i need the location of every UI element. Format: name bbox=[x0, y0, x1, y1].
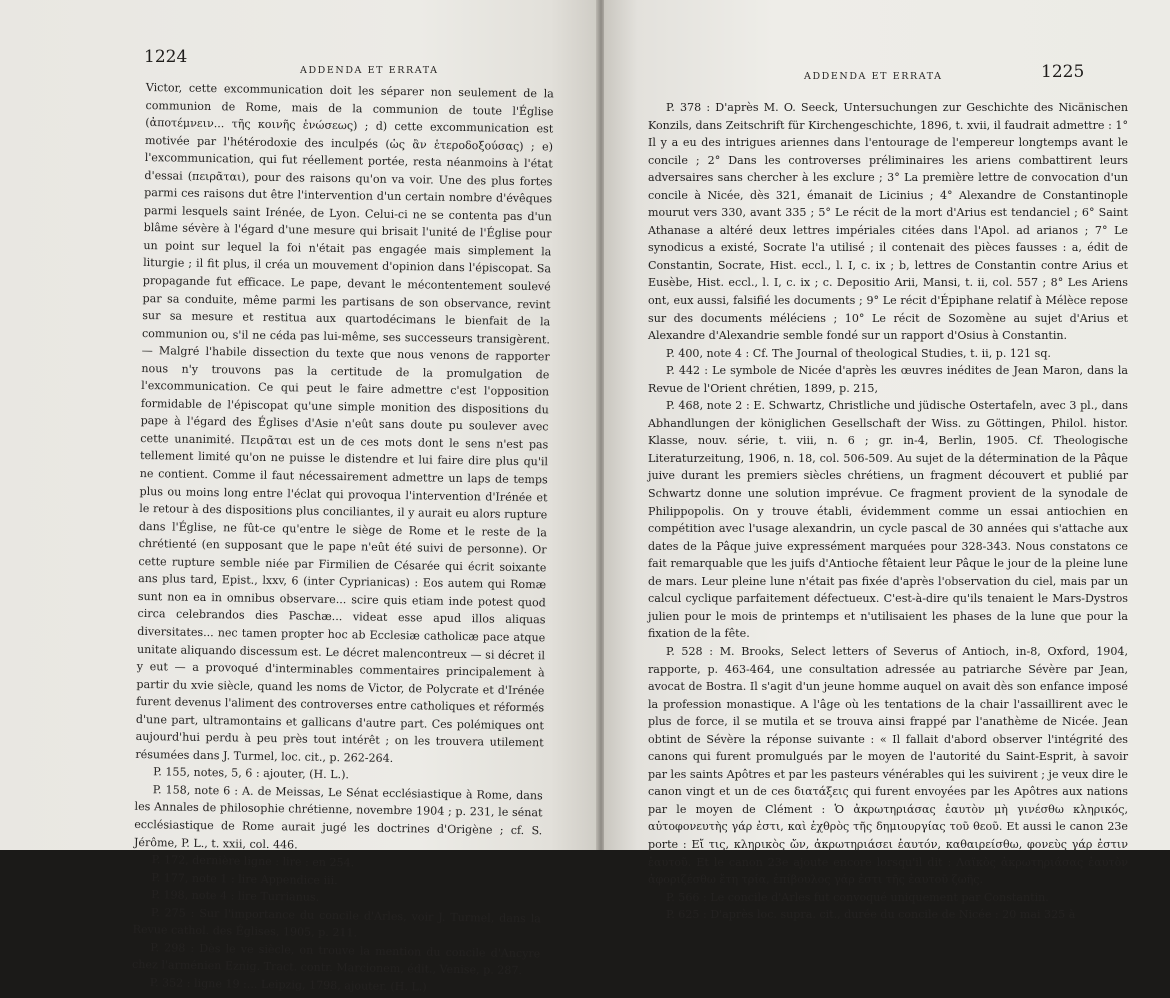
paragraph: P. 442 : Le symbole de Nicée d'après les œuvres inédites de Jean Maron, dans la Revue de l'Orient chrétien, 1899, p. 215, bbox=[648, 364, 1128, 395]
paragraph: P. 155, notes, 5, 6 : ajouter, (H. L.). bbox=[153, 765, 350, 782]
paragraph: P. 625 : D'après loc. supra. cit., durée du concile de Nicée : 20 mai 325 à bbox=[666, 908, 1076, 922]
running-head: ADDENDA ET ERRATA bbox=[804, 71, 943, 82]
paragraph: P. 378 : D'après M. O. Seeck, Untersuchungen zur Geschichte des Nicänischen Konzils, dans Zeitschrift für Kirchengeschichte, 1896, t. xvii, il faudrait admettre : 1° Il y a eu des intrigues ariennes dans l'entourage de l'empereur longtemps avant le concile ; 2° Dans les controverses préliminaires les ariens combattirent leurs adversaires sans chercher à les exclure ; 3° La première lettre de convocation d'un concile à Nicée, dès 321, émanait de Licinius ; 4° Alexandre de Constantinople mourut vers 330, avant 335 ; 5° Le récit de la mort d'Arius est tendanciel ; 6° Saint Athanase a altéré deux lettres impériales citées dans l'Apol. ad arianos ; 7° Le synodicus a existé, Socrate l'a utilisé ; il contenait des pièces fausses : a, édit de Constantin, Socrate, Hist. eccl., l. I, c. ix ; b, lettres de Constantin contre Arius et Eusèbe, Hist. eccl., l. I, c. ix ; c. Depositio Arii, Mansi, t. ii, col. 557 ; 8° Les Ariens ont, eux aussi, falsifié les documents ; 9° Le récit d'Épiphane relatif à Mélèce repose sur des documents méléciens ; 10° Le récit de Sozomène au sujet d'Arius et Alexandre d'Alexandrie semble fondé sur un rapport d'Osius à Constantin. bbox=[648, 101, 1128, 343]
right-page bbox=[604, 0, 1170, 922]
paragraph: P. 158, note 6 : A. de Meissas, Le Sénat ecclésiastique à Rome, dans les Annales de philosophie chrétienne, novembre 1904 ; p. 231, le sénat ecclésiastique de Rome aurait jugé les doctrines d'Origène ; cf. S. Jérôme, P. L., t. xxii, col. 446. bbox=[133, 783, 543, 851]
paragraph: P. 400, note 4 : Cf. The Journal of theological Studies, t. ii, p. 121 sq. bbox=[666, 346, 1051, 360]
paragraph: P. 352 : ligne 19 :... Leipzig, 1798, ajouter. (H. L.) bbox=[149, 976, 427, 994]
page-body bbox=[648, 99, 1128, 924]
page-number: 1225 bbox=[1041, 62, 1085, 82]
paragraph: P. 172, dernière ligne : lire : en 254. bbox=[151, 853, 355, 870]
paragraph: P. 528 : M. Brooks, Select letters of Severus of Antioch, in-8, Oxford, 1904, rapporte, p. 463-464, une consultation adressée au patriarche Sévère par Jean, avocat de Bostra. Il s'agit d'un jeune homme auquel on avait dès son enfance imposé la profession monastique. A l'âge où les tentations de la chair l'assaillirent avec le plus de force, il se mutila et se trouva ainsi frappé par l'anathème de Nicée. Jean obtint de Sévère la réponse suivante : « Il fallait d'abord observer l'intégrité des canons qui furent promulgués par le moyen de l'autorité du Saint-Esprit, à savoir par les saints Apôtres et par les pasteurs vénérables qui les suivirent ; je veux dire le canon vingt et un de ces διατάξεις qui furent envoyées par les Apôtres aux nations par le moyen de Clément : Ὁ ἀκρωτηριάσας ἑαυτὸν μὴ γινέσθω κληρικός, αὐτοφονευτὴς γάρ ἐστι, καὶ ἐχθρὸς τῆς δημιουργίας τοῦ θεοῦ. Et aussi le canon 23e porte : Εἴ τις, κληρικὸς ὤν, ἀκρωτηριάσει ἑαυτόν, καθαιρείσθω, φονεὺς γάρ ἐστιν ἑαυτοῦ. Et le canon 23e ajoute encore lorsqu'il dit : Λαϊκὸς ἀκρωτηριάσας ἑαυτὸν ἀφοριζέσθω ἔτη τρία, ἐπίβουλος γάρ ἐστι τῆς ἑαυτοῦ ζωῆς. bbox=[648, 644, 1128, 887]
paragraph: P. 566 : Le concile d'Arles fut convoqué uniquement par Constantin. bbox=[666, 890, 1049, 904]
paragraph: P. 198, note 4 : lire Turrianus. bbox=[151, 888, 320, 904]
running-head: ADDENDA ET ERRATA bbox=[300, 65, 439, 76]
page-body bbox=[132, 79, 554, 998]
paragraph: P. 177, note 1 : lire Appendice iii. bbox=[151, 870, 338, 887]
paragraph: P. 468, note 2 : E. Schwartz, Christliche und jüdische Ostertafeln, avec 3 pl., dans Abhandlungen der königlichen Gesellschaft der Wiss. zu Göttingen, Philol. histor. Klasse, nouv. série, t. viii, n. 6 ; gr. in-4, Berlin, 1905. Cf. Theologische Literaturzeitung, 1906, n. 18, col. 506-509. Au sujet de la détermination de la Pâque juive durant les premiers siècles chrétiens, un fragment découvert et publié par Schwartz donne une solution imprévue. Ce fragment provient de la synodale de Philippopolis. On y trouve établi, évidemment comme un essai antiochien en compétition avec l'usage alexandrin, un cycle pascal de 30 années qui s'attache aux dates de la Pâque juive expressément marquées pour 328-343. Nous constatons ce fait remarquable que les juifs d'Antioche fêtaient leur Pâque le jour de la pleine lune de mars. Leur pleine lune n'était pas fixée d'après l'observation du ciel, mais par un calcul cyclique parfaitement défectueux. C'est-à-dire qu'ils tenaient le Mars-Dystros julien pour le mois de printemps et n'utilisaient les phases de la lune que pour la fixation de la fête. bbox=[648, 399, 1128, 641]
paragraph: P. 275 : Sur l'importance du concile d'Arles, voir J. Turmel, dans la Revue cathol. des Églises, 1905, p. 211. bbox=[132, 905, 541, 940]
paragraph: Victor, cette excommunication doit les séparer non seulement de la communion de Rome, mais de la communion de toute l'Église (ἀποτέμνειν... τῆς κοινῆς ἑνώσεως) ; d) cette excommunication est motivée par l'hétérodoxie des inculpés (ὡς ἂν ἑτεροδοξούσας) ; e) l'excommunication, qui fut réellement portée, resta néanmoins à l'état d'essai (πειρᾶται), pour des raisons qu'on va voir. Une des plus fortes parmi ces raisons dut être l'intervention d'un certain nombre d'évêques parmi lesquels saint Irénée, de Lyon. Celui-ci ne se contenta pas d'un blâme sévère à l'égard d'une mesure qui brisait l'unité de l'Église pour un point sur lequel la foi n'était pas engagée mais simplement la liturgie ; il fit plus, il créa un mouvement d'opinion dans l'épiscopat. Sa propagande fut efficace. Le pape, devant le mécontentement soulevé par sa conduite, même parmi les partisans de son observance, revint sur sa mesure et restitua aux quartodécimans le bienfait de la communion ou, s'il ne céda pas lui-même, ses successeurs transigèrent. — Malgré l'habile dissection du texte que nous venons de rapporter nous n'y trouvons pas la certitude de la promulgation de l'excommunication. Ce qui peut le faire admettre c'est l'opposition formidable de l'épiscopat qu'une simple monition des dispositions du pape à l'égard des Églises d'Asie n'eût sans doute pu soulever avec cette unanimité. Πειρᾶται est un de ces mots dont le sens n'est pas tellement limité qu'on ne puisse le distendre et lui faire dire plus qu'il ne contient. Comme il faut nécessairement admettre un laps de temps plus ou moins long entre l'éclat qui provoqua l'intervention d'Irénée et le retour à des dispositions plus conciliantes, il y aurait eu alors rupture dans l'Église, ne fût-ce qu'entre le siège de Rome et le reste de la chrétienté (en supposant que le pape n'eût été suivi de personne). Or cette rupture semble niée par Firmilien de Césarée qui écrit soixante ans plus tard, Epist., lxxv, 6 (inter Cyprianicas) : Eos autem qui Romæ sunt non ea in omnibus observare... scire quis etiam inde potest quod circa celebrandos dies Paschæ... videat esse apud illos aliquas diversitates... nec tamen propter hoc ab Ecclesiæ catholicæ pace atque unitate aliquando discessum est. Le décret malencontreux — si décret il y eut — a provoqué d'interminables commentaires principalement à partir du xvie siècle, quand les noms de Victor, de Polycrate et d'Irénée furent devenus l'aliment des controverses entre catholiques et réformés d'une part, ultramontains et gallicans d'autre part. Ces polémiques ont aujourd'hui perdu à peu près tout intérêt ; on les trouvera utilement résumées dans J. Turmel, loc. cit., p. 262-264. bbox=[135, 80, 554, 765]
page-number: 1224 bbox=[144, 47, 188, 67]
paragraph: P. 298 : Dès le ve siècle, on trouve la mention du concile d'Ancyre chez l'arménien Eznig. Tract. contr. Marcionem, édit., Venise, p. 287. bbox=[131, 940, 541, 978]
